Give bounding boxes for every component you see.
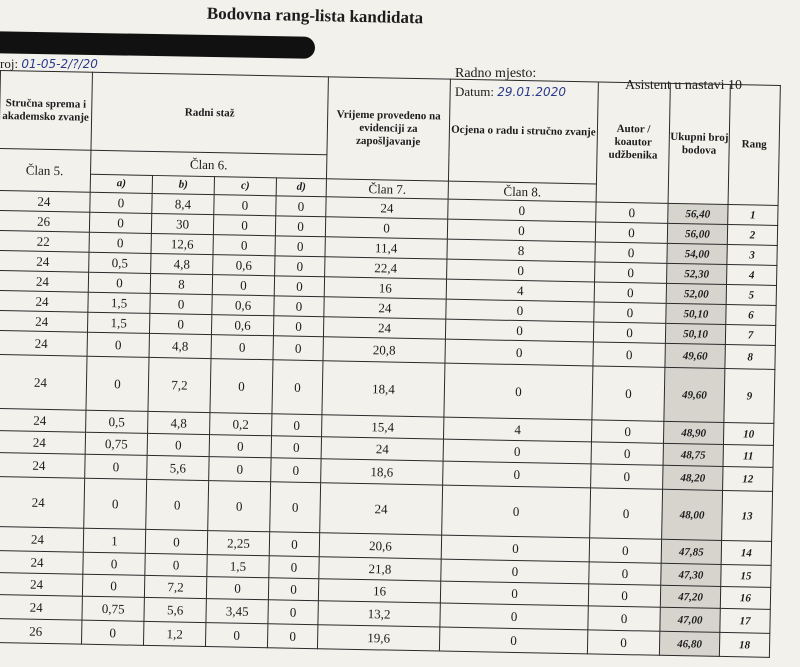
redaction-bar — [0, 31, 315, 59]
cell-rang: 6 — [726, 304, 776, 325]
cell-rang: 4 — [727, 264, 777, 285]
cell-autor: 0 — [596, 202, 668, 223]
header-sub-d: d) — [276, 178, 326, 197]
cell-vrijeme: 16 — [324, 277, 446, 299]
header-ukupni: Ukupni broj bodova — [668, 83, 730, 204]
cell-vrijeme: 24 — [320, 483, 443, 535]
cell-strucna-sprema: 24 — [0, 452, 85, 478]
cell-autor: 0 — [589, 538, 661, 563]
reference-label: roj: — [0, 56, 19, 71]
cell-d: 0 — [269, 532, 319, 557]
date-label: Datum: — [455, 84, 494, 99]
cell-d: 0 — [275, 216, 325, 237]
cell-strucna-sprema: 26 — [0, 210, 90, 232]
cell-b: 0 — [150, 293, 212, 314]
position-label: Radno mjesto: — [455, 66, 537, 81]
cell-ocjena: 0 — [442, 485, 591, 538]
cell-ocjena: 0 — [447, 219, 595, 242]
cell-autor: 0 — [593, 342, 665, 367]
cell-autor: 0 — [592, 366, 665, 421]
cell-a: 0 — [90, 192, 152, 213]
cell-rang: 1 — [728, 205, 778, 226]
cell-ocjena: 0 — [446, 299, 594, 322]
header-ocjena: Ocjena o radu i stručno zvanje — [448, 79, 598, 184]
cell-c: 0 — [213, 235, 275, 256]
cell-autor: 0 — [590, 488, 663, 539]
cell-rang: 8 — [725, 344, 775, 369]
cell-b: 0 — [145, 553, 207, 576]
cell-autor: 0 — [595, 242, 667, 263]
cell-c: 0,6 — [211, 315, 273, 336]
cell-rang: 17 — [720, 608, 770, 633]
cell-a: 0 — [86, 356, 149, 411]
cell-ocjena: 0 — [443, 439, 591, 464]
cell-ocjena: 0 — [445, 339, 593, 366]
cell-ocjena: 0 — [440, 581, 588, 606]
cell-autor: 0 — [589, 562, 661, 585]
cell-ukupni: 48,75 — [663, 443, 723, 466]
cell-b: 0 — [149, 313, 211, 334]
cell-vrijeme: 13,2 — [318, 601, 440, 627]
cell-c: 0 — [210, 359, 273, 414]
cell-rang: 10 — [723, 422, 773, 445]
cell-ukupni: 47,00 — [660, 607, 720, 632]
cell-rang: 12 — [723, 466, 773, 491]
cell-a: 1 — [83, 528, 145, 553]
cell-b: 5,6 — [147, 455, 209, 480]
cell-autor: 0 — [591, 442, 663, 465]
cell-b: 1,2 — [143, 621, 205, 646]
header-sub-b: b) — [152, 175, 214, 194]
cell-vrijeme: 15,4 — [322, 415, 444, 439]
cell-c: 0 — [209, 457, 271, 482]
table-container — [0, 70, 781, 658]
cell-ukupni: 56,00 — [667, 223, 727, 244]
cell-ocjena: 0 — [445, 319, 593, 342]
cell-vrijeme: 0 — [325, 217, 447, 239]
cell-strucna-sprema: 24 — [0, 330, 87, 356]
cell-b: 4,8 — [148, 411, 210, 434]
cell-rang: 2 — [727, 224, 777, 245]
cell-ukupni: 46,80 — [659, 631, 719, 656]
cell-a: 0 — [81, 620, 143, 645]
date-value: 29.01.2020 — [497, 85, 566, 99]
cell-c: 0 — [212, 275, 274, 296]
header-clan-7: Član 7. — [326, 179, 448, 199]
cell-ukupni: 52,30 — [667, 263, 727, 284]
header-radni-staz: Radni staž — [91, 72, 328, 155]
cell-rang: 13 — [722, 490, 773, 541]
cell-autor: 0 — [594, 302, 666, 323]
cell-ocjena: 0 — [440, 603, 588, 630]
cell-vrijeme: 21,8 — [319, 557, 441, 581]
cell-c: 2,25 — [207, 531, 269, 556]
header-sub-c: c) — [214, 177, 276, 196]
cell-rang: 7 — [725, 324, 775, 345]
header-sub-a: a) — [90, 174, 152, 193]
cell-ukupni: 47,85 — [661, 539, 721, 564]
cell-d: 0 — [271, 458, 321, 483]
header-strucna-sprema: Stručna sprema i akademsko zvanje — [0, 71, 92, 151]
cell-vrijeme: 24 — [323, 317, 445, 339]
cell-vrijeme: 18,6 — [321, 459, 443, 485]
cell-rang: 9 — [724, 368, 775, 423]
cell-rang: 18 — [719, 632, 769, 657]
cell-b: 0 — [146, 479, 209, 530]
cell-d: 0 — [274, 296, 324, 317]
cell-a: 0,5 — [89, 252, 151, 273]
cell-ocjena: 4 — [443, 417, 591, 442]
cell-strucna-sprema: 24 — [0, 190, 90, 212]
cell-d: 0 — [267, 624, 317, 649]
cell-strucna-sprema: 24 — [0, 354, 87, 410]
cell-c: 0 — [205, 623, 267, 648]
cell-ukupni: 54,00 — [667, 243, 727, 264]
cell-d: 0 — [272, 414, 322, 437]
header-rang: Rang — [728, 85, 780, 206]
cell-autor: 0 — [595, 262, 667, 283]
cell-ukupni: 49,60 — [664, 367, 725, 422]
cell-ocjena: 0 — [444, 363, 593, 420]
cell-ocjena: 8 — [447, 239, 595, 262]
cell-vrijeme: 11,4 — [325, 237, 447, 259]
cell-vrijeme: 16 — [318, 579, 440, 603]
cell-b: 8 — [150, 273, 212, 294]
cell-b: 0 — [145, 529, 207, 554]
cell-autor: 0 — [588, 584, 660, 607]
cell-ukupni: 50,10 — [665, 323, 725, 344]
cell-a: 0 — [84, 478, 147, 529]
header-clan-6: Član 6. — [91, 150, 327, 179]
cell-autor: 0 — [587, 630, 659, 655]
cell-b: 12,6 — [151, 233, 213, 254]
cell-vrijeme: 18,4 — [322, 361, 445, 417]
cell-strucna-sprema: 24 — [0, 594, 82, 620]
cell-ocjena: 0 — [439, 627, 587, 654]
cell-c: 0 — [209, 435, 271, 458]
cell-a: 0,5 — [86, 410, 148, 433]
cell-a: 0 — [83, 552, 145, 575]
reference-value: 01-05-2/?/20 — [21, 57, 98, 71]
cell-c: 0 — [206, 577, 268, 600]
cell-a: 0,75 — [82, 596, 144, 621]
cell-d: 0 — [273, 316, 323, 337]
cell-vrijeme: 24 — [324, 297, 446, 319]
cell-d: 0 — [268, 578, 318, 601]
cell-ukupni: 52,00 — [666, 283, 726, 304]
cell-b: 4,8 — [149, 333, 211, 358]
cell-a: 1,5 — [88, 292, 150, 313]
cell-b: 7,2 — [144, 575, 206, 598]
cell-ukupni: 50,10 — [666, 303, 726, 324]
cell-rang: 5 — [726, 284, 776, 305]
cell-vrijeme: 24 — [326, 197, 448, 219]
header-clan-5: Član 5. — [0, 148, 91, 192]
cell-ukupni: 48,90 — [663, 421, 723, 444]
cell-strucna-sprema: 26 — [0, 618, 82, 644]
cell-strucna-sprema: 24 — [0, 526, 84, 552]
cell-b: 30 — [151, 213, 213, 234]
cell-d: 0 — [268, 600, 318, 625]
cell-strucna-sprema: 24 — [0, 250, 89, 272]
cell-c: 0,2 — [210, 413, 272, 436]
cell-c: 0 — [208, 481, 271, 532]
cell-autor: 0 — [593, 322, 665, 343]
cell-autor: 0 — [595, 222, 667, 243]
cell-b: 8,4 — [152, 193, 214, 214]
cell-c: 0,6 — [212, 295, 274, 316]
cell-autor: 0 — [591, 464, 663, 489]
cell-strucna-sprema: 24 — [0, 550, 83, 574]
cell-ukupni: 48,20 — [663, 465, 723, 490]
cell-strucna-sprema: 24 — [0, 408, 86, 432]
cell-rang: 3 — [727, 244, 777, 265]
cell-a: 0 — [87, 332, 149, 357]
header-autor: Autor / koautor udžbenika — [596, 82, 670, 203]
cell-d: 0 — [275, 236, 325, 257]
cell-strucna-sprema: 24 — [0, 290, 88, 312]
cell-d: 0 — [274, 276, 324, 297]
document-title: Bodovna rang-lista kandidata — [206, 3, 424, 28]
cell-b: 5,6 — [144, 597, 206, 622]
cell-a: 0 — [88, 272, 150, 293]
cell-ocjena: 0 — [441, 559, 589, 584]
cell-c: 0 — [211, 335, 273, 360]
cell-d: 0 — [270, 482, 321, 533]
position-value: Asistent u nastavi 10 — [625, 78, 743, 93]
cell-a: 0 — [89, 212, 151, 233]
cell-a: 0 — [85, 454, 147, 479]
cell-d: 0 — [276, 196, 326, 217]
cell-vrijeme: 19,6 — [317, 625, 439, 651]
cell-a: 0,75 — [85, 432, 147, 455]
cell-rang: 14 — [721, 540, 771, 565]
cell-c: 1,5 — [207, 555, 269, 578]
cell-ocjena: 0 — [448, 199, 596, 222]
cell-strucna-sprema: 24 — [0, 430, 86, 454]
cell-d: 0 — [273, 336, 323, 361]
cell-b: 0 — [147, 433, 209, 456]
cell-rang: 15 — [721, 564, 771, 587]
cell-ukupni: 47,20 — [660, 585, 720, 608]
cell-ukupni: 56,40 — [668, 203, 728, 224]
cell-ukupni: 49,60 — [665, 343, 725, 368]
cell-ocjena: 0 — [443, 461, 591, 488]
cell-c: 0 — [213, 215, 275, 236]
header-clan-8: Član 8. — [448, 181, 596, 202]
cell-ocjena: 0 — [447, 259, 595, 282]
cell-vrijeme: 20,8 — [323, 337, 445, 363]
cell-d: 0 — [275, 256, 325, 277]
cell-vrijeme: 22,4 — [325, 257, 447, 279]
cell-strucna-sprema: 24 — [0, 476, 85, 528]
cell-ukupni: 48,00 — [662, 489, 723, 540]
cell-vrijeme: 20,6 — [319, 533, 441, 559]
cell-autor: 0 — [591, 420, 663, 443]
cell-c: 0 — [214, 195, 276, 216]
cell-strucna-sprema: 22 — [0, 230, 89, 252]
cell-b: 7,2 — [148, 357, 211, 412]
cell-c: 3,45 — [206, 599, 268, 624]
cell-c: 0,6 — [213, 255, 275, 276]
cell-ukupni: 47,30 — [661, 563, 721, 586]
cell-a: 0 — [89, 232, 151, 253]
header-vrijeme: Vrijeme provedeno na evidenciji za zapošljavanje — [326, 77, 450, 181]
cell-d: 0 — [269, 556, 319, 579]
cell-d: 0 — [271, 436, 321, 459]
cell-rang: 16 — [720, 586, 770, 609]
cell-autor: 0 — [594, 282, 666, 303]
cell-d: 0 — [272, 360, 323, 415]
ranking-table — [0, 70, 781, 658]
cell-ocjena: 4 — [446, 279, 594, 302]
cell-ocjena: 0 — [441, 535, 589, 562]
cell-a: 1,5 — [87, 312, 149, 333]
cell-a: 0 — [82, 574, 144, 597]
cell-strucna-sprema: 24 — [0, 572, 83, 596]
cell-rang: 11 — [723, 444, 773, 467]
cell-b: 4,8 — [151, 253, 213, 274]
cell-strucna-sprema: 24 — [0, 310, 88, 332]
cell-autor: 0 — [588, 606, 660, 631]
cell-vrijeme: 24 — [321, 437, 443, 461]
cell-strucna-sprema: 24 — [0, 270, 89, 292]
